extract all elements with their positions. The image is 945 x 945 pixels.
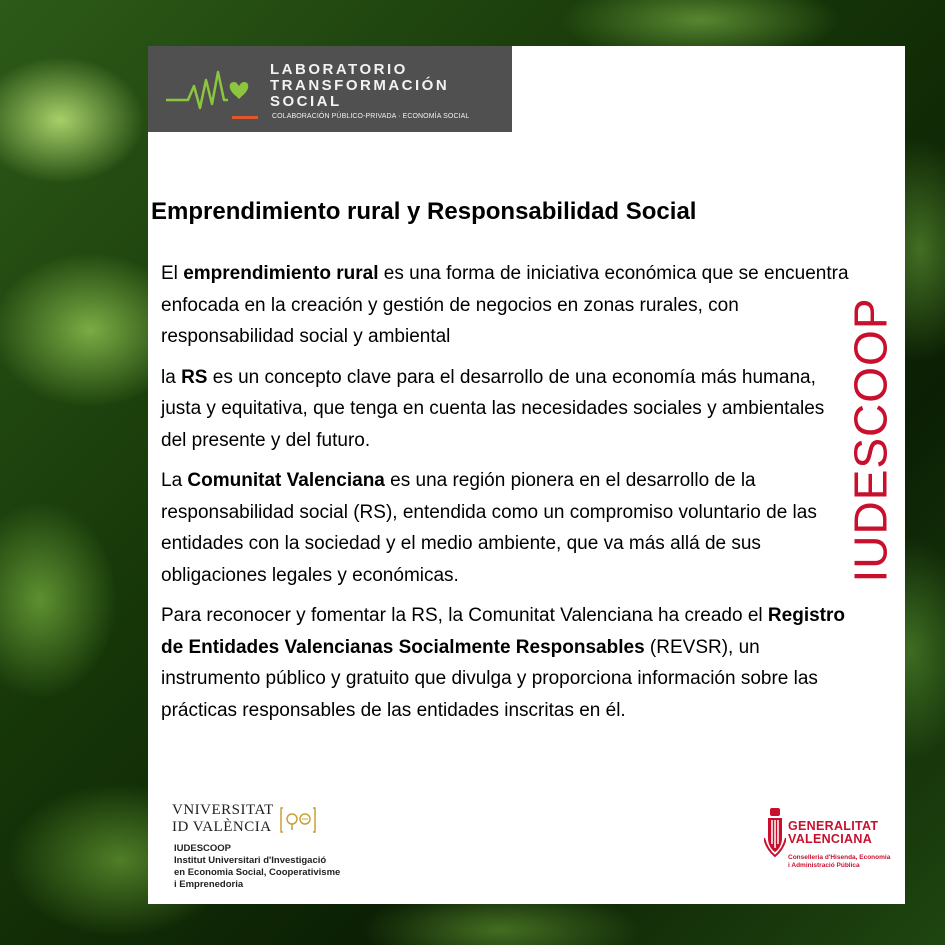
uv-institute — [174, 843, 340, 891]
text-run-bold: Registro de Entidades Valencianas Socialmente Responsables — [161, 605, 845, 658]
gv-dept-line: Conselleria d'Hisenda, Economia — [788, 854, 891, 861]
text-run: Para reconocer y fomentar la RS, la Comunitat Valenciana ha creado el — [161, 605, 768, 626]
text-run: El — [161, 263, 184, 284]
heartbeat-heart-icon — [166, 60, 266, 120]
paragraph — [161, 465, 851, 591]
uv-institute-line: i Emprenedoria — [174, 879, 244, 890]
lab-title-line: TRANSFORMACIÓN — [270, 77, 450, 94]
text-run: La — [161, 470, 188, 491]
iudescoop-mark-icon — [280, 806, 316, 834]
paragraph — [161, 362, 851, 457]
uv-name — [172, 802, 274, 836]
uv-name-line: ID VALÈNCIA — [172, 819, 272, 835]
uv-institute-line: Institut Universitari d'Investigació — [174, 855, 327, 866]
universitat-valencia-logo — [172, 802, 382, 902]
gv-dept-line: i Administració Pública — [788, 862, 860, 869]
text-run: (REVSR), un instrumento público y gratuito que divulga y proporciona información sobre las prácticas responsables de las entidades inscritas en él. — [161, 636, 818, 721]
generalitat-name — [788, 820, 878, 846]
text-run: es una región pionera en el desarrollo de la responsabilidad social (RS), entendida como un compromiso voluntario de las entidades con la sociedad y el medio ambiente, que va más allá de sus obligaciones legales y económicas. — [161, 470, 817, 586]
uv-name-line: VNIVERSITAT — [172, 802, 274, 818]
text-run-bold: Comunitat Valenciana — [187, 470, 385, 491]
lab-title-line: LABORATORIO — [270, 61, 408, 78]
iudescoop-brand-text: IUDESCOOP — [845, 297, 898, 583]
paragraph — [161, 600, 851, 726]
iudescoop-vertical-brand — [840, 292, 902, 588]
body-text — [161, 258, 851, 735]
laboratorio-logo — [148, 46, 512, 132]
generalitat-department — [788, 854, 890, 870]
text-run: es una forma de iniciativa económica que se encuentra enfocada en la creación y gestión de negocios en zonas rurales, con responsabilidad social y ambiental — [161, 263, 849, 347]
generalitat-valenciana-logo — [760, 806, 900, 876]
page-title: Emprendimiento rural y Responsabilidad Social — [151, 198, 697, 225]
paragraph — [161, 258, 851, 353]
gv-name-line: GENERALITAT — [788, 819, 879, 833]
gv-name-line: VALENCIANA — [788, 832, 873, 846]
content-panel — [148, 46, 905, 904]
text-run-bold: emprendimiento rural — [183, 263, 379, 284]
laboratorio-title — [270, 62, 506, 110]
uv-institute-line: en Economia Social, Cooperativisme — [174, 867, 341, 878]
text-run-bold: RS — [181, 366, 208, 388]
lab-title-line: SOCIAL — [270, 93, 342, 110]
uv-institute-line: IUDESCOOP — [174, 843, 232, 854]
text-run: la — [161, 366, 182, 388]
text-run: es un concepto clave para el desarrollo de una economía más humana, justa y equitativa, que tenga en cuenta las necesidades sociales y ambientales del presente y del futuro. — [161, 366, 825, 451]
generalitat-emblem-icon — [764, 808, 786, 862]
laboratorio-subtitle: COLABORACIÓN PÚBLICO-PRIVADA · ECONOMÍA SOCIAL — [272, 113, 470, 120]
